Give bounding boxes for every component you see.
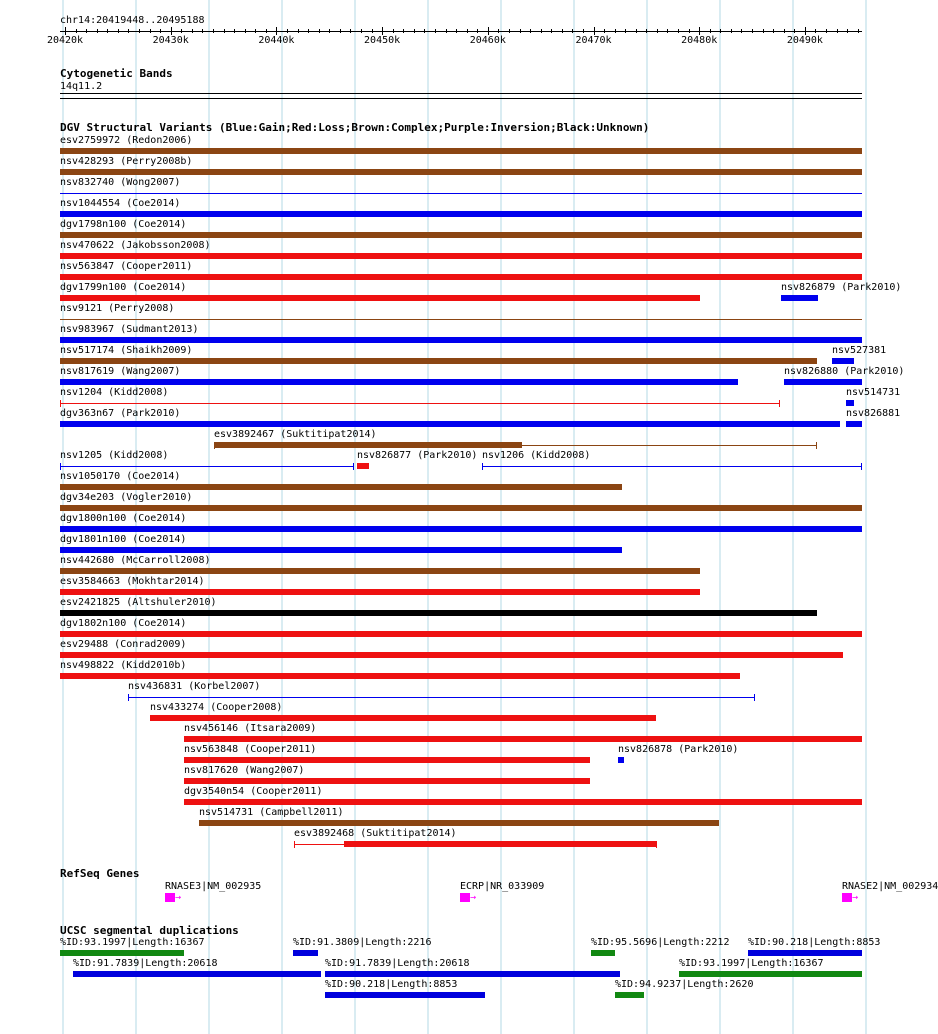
dgv-variant-label[interactable]: nsv826881 — [846, 408, 901, 419]
dgv-variant-line[interactable] — [60, 466, 354, 467]
ruler-minor-tick — [615, 29, 616, 33]
dgv-variant-label[interactable]: nsv456146 (Itsara2009) — [184, 723, 317, 734]
ruler-minor-tick — [86, 29, 87, 33]
dgv-variant-bar[interactable] — [60, 337, 862, 343]
dgv-variant-label[interactable]: esv2759972 (Redon2006) — [60, 135, 193, 146]
dgv-variant-bar[interactable] — [846, 421, 862, 427]
ruler-tick-label: 20450k — [364, 35, 401, 46]
ruler-minor-tick — [118, 29, 119, 33]
ruler-minor-tick — [150, 29, 151, 33]
dgv-variant-label[interactable]: esv29488 (Conrad2009) — [60, 639, 187, 650]
ruler-minor-tick — [192, 29, 193, 33]
ruler-major-tick — [171, 27, 172, 35]
refseq-gene-exon[interactable] — [460, 893, 470, 902]
dgv-variant-label[interactable]: dgv1801n100 (Coe2014) — [60, 534, 187, 545]
segdup-bar[interactable] — [325, 971, 620, 977]
dgv-variant-label[interactable]: nsv1204 (Kidd2008) — [60, 387, 169, 398]
ruler-tick-label: 20470k — [575, 35, 612, 46]
ruler-minor-tick — [646, 29, 647, 33]
dgv-variant-label[interactable]: dgv1802n100 (Coe2014) — [60, 618, 187, 629]
ruler-minor-tick — [107, 29, 108, 33]
ruler-major-tick — [382, 27, 383, 35]
dgv-variant-label[interactable]: nsv1206 (Kidd2008) — [482, 450, 591, 461]
ruler-minor-tick — [826, 29, 827, 33]
dgv-variant-bar[interactable] — [846, 400, 854, 406]
dgv-variant-bar[interactable] — [60, 652, 843, 658]
dgv-variant-label[interactable]: nsv498822 (Kidd2010b) — [60, 660, 187, 671]
dgv-variant-line[interactable] — [60, 403, 780, 404]
ruler-minor-tick — [815, 29, 816, 33]
dgv-variant-label[interactable]: esv2421825 (Altshuler2010) — [60, 597, 217, 608]
dgv-variant-label[interactable]: dgv3540n54 (Cooper2011) — [184, 786, 323, 797]
ruler-major-tick — [276, 27, 277, 35]
ruler-minor-tick — [403, 29, 404, 33]
dgv-variant-label[interactable]: nsv517174 (Shaikh2009) — [60, 345, 193, 356]
dgv-variant-label[interactable]: nsv1050170 (Coe2014) — [60, 471, 181, 482]
ruler-minor-tick — [583, 29, 584, 33]
ruler-minor-tick — [847, 29, 848, 33]
refseq-gene-exon[interactable] — [842, 893, 852, 902]
ruler-minor-tick — [181, 29, 182, 33]
dgv-variant-bar[interactable] — [60, 148, 862, 154]
refseq-gene-arrow-icon: → — [852, 892, 859, 903]
dgv-variant-end — [60, 463, 61, 470]
ruler-minor-tick — [604, 29, 605, 33]
dgv-variant-bar[interactable] — [199, 820, 719, 826]
ruler-tick-label: 20440k — [258, 35, 295, 46]
dgv-variant-bar[interactable] — [60, 610, 817, 616]
ruler-minor-tick — [657, 29, 658, 33]
ruler-minor-tick — [572, 29, 573, 33]
dgv-variant-label[interactable]: dgv1799n100 (Coe2014) — [60, 282, 187, 293]
dgv-variant-label[interactable]: nsv817619 (Wang2007) — [60, 366, 181, 377]
ruler-minor-tick — [509, 29, 510, 33]
ruler-minor-tick — [784, 29, 785, 33]
segdup-bar[interactable] — [679, 971, 862, 977]
dgv-variant-label[interactable]: esv3892467 (Suktitipat2014) — [214, 429, 377, 440]
segdup-label[interactable]: %ID:91.3809|Length:2216 — [293, 937, 432, 948]
segdup-label[interactable]: %ID:91.7839|Length:20618 — [325, 958, 470, 969]
ruler-minor-tick — [794, 29, 795, 33]
ruler-minor-tick — [340, 29, 341, 33]
dgv-variant-label[interactable]: nsv983967 (Sudmant2013) — [60, 324, 199, 335]
ruler-major-tick — [805, 27, 806, 35]
dgv-variant-end — [754, 694, 755, 701]
ruler-minor-tick — [350, 29, 351, 33]
refseq-gene-exon[interactable] — [165, 893, 175, 902]
refseq-gene-arrow-icon: → — [175, 892, 182, 903]
ruler-minor-tick — [731, 29, 732, 33]
dgv-variant-bar[interactable] — [60, 547, 622, 553]
ruler-tick-label: 20430k — [152, 35, 189, 46]
segdup-label[interactable]: %ID:91.7839|Length:20618 — [73, 958, 218, 969]
dgv-variant-bar[interactable] — [60, 505, 862, 511]
dgv-variant-label[interactable]: nsv470622 (Jakobsson2008) — [60, 240, 211, 251]
ruler-minor-tick — [128, 29, 129, 33]
dgv-variant-bar[interactable] — [60, 379, 738, 385]
dgv-variant-label[interactable]: nsv826879 (Park2010) — [781, 282, 902, 293]
ruler-minor-tick — [361, 29, 362, 33]
ruler-minor-tick — [234, 29, 235, 33]
dgv-variant-end — [353, 463, 354, 470]
ruler-minor-tick — [245, 29, 246, 33]
region-label: chr14:20419448..20495188 — [60, 15, 205, 26]
dgv-variant-bar[interactable] — [60, 568, 700, 574]
dgv-variant-label[interactable]: nsv514731 (Campbell2011) — [199, 807, 344, 818]
ruler-minor-tick — [213, 29, 214, 33]
dgv-variant-label[interactable]: nsv514731 — [846, 387, 901, 398]
dgv-variant-bar[interactable] — [344, 841, 657, 847]
ruler-major-tick — [488, 27, 489, 35]
dgv-variant-bar[interactable] — [60, 295, 700, 301]
ruler-minor-tick — [319, 29, 320, 33]
dgv-variant-end — [482, 463, 483, 470]
dgv-variant-label[interactable]: nsv1205 (Kidd2008) — [60, 450, 169, 461]
dgv-variant-label[interactable]: nsv817620 (Wang2007) — [184, 765, 305, 776]
ruler-major-tick — [594, 27, 595, 35]
dgv-variant-end — [779, 400, 780, 407]
dgv-variant-label[interactable]: dgv1798n100 (Coe2014) — [60, 219, 187, 230]
dgv-variant-label[interactable]: dgv1800n100 (Coe2014) — [60, 513, 187, 524]
ruler-minor-tick — [530, 29, 531, 33]
ruler-minor-tick — [720, 29, 721, 33]
segdup-bar[interactable] — [293, 950, 318, 956]
segdup-label[interactable]: %ID:90.218|Length:8853 — [748, 937, 881, 948]
ruler-minor-tick — [689, 29, 690, 33]
dgv-variant-label[interactable]: nsv826880 (Park2010) — [784, 366, 905, 377]
ruler-minor-tick — [710, 29, 711, 33]
dgv-variant-bar[interactable] — [150, 715, 656, 721]
dgv-variant-end — [294, 841, 295, 848]
dgv-variant-label[interactable]: nsv1044554 (Coe2014) — [60, 198, 181, 209]
dgv-variant-label[interactable]: nsv436831 (Korbel2007) — [128, 681, 261, 692]
ruler-minor-tick — [160, 29, 161, 33]
ruler-minor-tick — [255, 29, 256, 33]
segdup-label[interactable]: %ID:94.9237|Length:2620 — [615, 979, 754, 990]
ruler-minor-tick — [625, 29, 626, 33]
dgv-variant-bar[interactable] — [184, 736, 862, 742]
dgv-variant-line[interactable] — [128, 697, 755, 698]
dgv-variant-label[interactable]: nsv826878 (Park2010) — [618, 744, 739, 755]
dgv-variant-line[interactable] — [60, 193, 862, 194]
ruler-minor-tick — [424, 29, 425, 33]
ruler-minor-tick — [773, 29, 774, 33]
ruler-minor-tick — [667, 29, 668, 33]
segdup-bar[interactable] — [325, 992, 485, 998]
dgv-variant-label[interactable]: nsv527381 — [832, 345, 887, 356]
dgv-variant-label[interactable]: nsv9121 (Perry2008) — [60, 303, 175, 314]
refseq-gene-label[interactable]: RNASE3|NM_002935 — [165, 881, 262, 892]
ruler-minor-tick — [837, 29, 838, 33]
segdup-bar[interactable] — [748, 950, 862, 956]
ruler-minor-tick — [97, 29, 98, 33]
ruler-minor-tick — [477, 29, 478, 33]
dgv-variant-bar[interactable] — [60, 673, 740, 679]
ruler-tick-label: 20480k — [681, 35, 718, 46]
dgv-variant-bar[interactable] — [60, 484, 622, 490]
dgv-variant-label[interactable]: dgv363n67 (Park2010) — [60, 408, 181, 419]
dgv-variant-bar[interactable] — [60, 526, 862, 532]
ruler-minor-tick — [76, 29, 77, 33]
dgv-variant-end — [816, 442, 817, 449]
ruler-minor-tick — [498, 29, 499, 33]
ruler-minor-tick — [414, 29, 415, 33]
ruler-minor-tick — [308, 29, 309, 33]
ruler-minor-tick — [467, 29, 468, 33]
cytoband-bar[interactable] — [60, 93, 862, 99]
dgv-variant-bar[interactable] — [781, 295, 818, 301]
dgv-variant-bar[interactable] — [784, 379, 862, 385]
ruler-minor-tick — [562, 29, 563, 33]
dgv-variant-label[interactable]: nsv442680 (McCarroll2008) — [60, 555, 211, 566]
dgv-variant-end — [128, 694, 129, 701]
ruler-minor-tick — [763, 29, 764, 33]
ruler-minor-tick — [372, 29, 373, 33]
ruler-major-tick — [699, 27, 700, 35]
dgv-variant-label[interactable]: nsv826877 (Park2010) — [357, 450, 478, 461]
cytobands-title: Cytogenetic Bands — [60, 67, 173, 80]
ruler-minor-tick — [678, 29, 679, 33]
ruler-tick-label: 20490k — [786, 35, 823, 46]
ruler-minor-tick — [752, 29, 753, 33]
segdup-label[interactable]: %ID:93.1997|Length:16367 — [60, 937, 205, 948]
dgv-variant-bar[interactable] — [184, 799, 862, 805]
dgv-variant-line[interactable] — [482, 466, 862, 467]
segdup-bar[interactable] — [591, 950, 615, 956]
dgv-variant-bar[interactable] — [60, 211, 862, 217]
dgv-variant-bar[interactable] — [60, 421, 840, 427]
dgv-variant-bar[interactable] — [357, 463, 369, 469]
ruler-minor-tick — [636, 29, 637, 33]
dgv-variant-bar[interactable] — [184, 757, 590, 763]
segdup-label[interactable]: %ID:90.218|Length:8853 — [325, 979, 458, 990]
dgv-variant-label[interactable]: esv3892468 (Suktitipat2014) — [294, 828, 457, 839]
refseq-gene-arrow-icon: → — [470, 892, 477, 903]
dgv-variant-label[interactable]: nsv832740 (Wong2007) — [60, 177, 181, 188]
ruler-minor-tick — [139, 29, 140, 33]
dgv-variant-bar[interactable] — [184, 778, 590, 784]
dgv-track-title: DGV Structural Variants (Blue:Gain;Red:Loss;Brown:Complex;Purple:Inversion;Black:Unknown) — [60, 121, 650, 134]
ruler-minor-tick — [202, 29, 203, 33]
ruler-minor-tick — [435, 29, 436, 33]
dgv-variant-bar[interactable] — [60, 253, 862, 259]
dgv-variant-end — [861, 463, 862, 470]
ruler-tick-label: 20420k — [46, 35, 84, 46]
dgv-variant-bar[interactable] — [60, 631, 862, 637]
dgv-variant-label[interactable]: esv3584663 (Mokhtar2014) — [60, 576, 205, 587]
ruler-minor-tick — [551, 29, 552, 33]
dgv-variant-label[interactable]: nsv433274 (Cooper2008) — [150, 702, 283, 713]
ruler-minor-tick — [329, 29, 330, 33]
dgv-variant-bar[interactable] — [60, 274, 862, 280]
dgv-variant-bar[interactable] — [60, 589, 700, 595]
ruler-minor-tick — [541, 29, 542, 33]
segdup-label[interactable]: %ID:93.1997|Length:16367 — [679, 958, 824, 969]
dgv-variant-label[interactable]: dgv34e203 (Vogler2010) — [60, 492, 193, 503]
ruler-minor-tick — [520, 29, 521, 33]
ruler-minor-tick — [224, 29, 225, 33]
refseq-gene-label[interactable]: ECRP|NR_033909 — [460, 881, 545, 892]
ruler-minor-tick — [298, 29, 299, 33]
dgv-variant-bar[interactable] — [214, 442, 522, 448]
ruler-minor-tick — [456, 29, 457, 33]
segdup-bar[interactable] — [73, 971, 321, 977]
segdup-label[interactable]: %ID:95.5696|Length:2212 — [591, 937, 730, 948]
dgv-variant-end — [60, 400, 61, 407]
ruler-minor-tick — [287, 29, 288, 33]
ruler-minor-tick — [858, 29, 859, 33]
refseq-gene-label[interactable]: RNASE2|NM_002934 — [842, 881, 938, 892]
cytoband-label: 14q11.2 — [60, 81, 103, 92]
ruler-major-tick — [65, 27, 66, 35]
dgv-variant-bar[interactable] — [60, 232, 862, 238]
dgv-variant-label[interactable]: nsv563847 (Cooper2011) — [60, 261, 193, 272]
dgv-variant-bar[interactable] — [60, 358, 817, 364]
dgv-variant-bar[interactable] — [618, 757, 624, 763]
ruler-minor-tick — [741, 29, 742, 33]
ruler-tick-label: 20460k — [469, 35, 506, 46]
ruler-minor-tick — [393, 29, 394, 33]
dgv-variant-label[interactable]: nsv428293 (Perry2008b) — [60, 156, 193, 167]
segdup-track-title: UCSC segmental duplications — [60, 924, 239, 937]
dgv-variant-label[interactable]: nsv563848 (Cooper2011) — [184, 744, 317, 755]
dgv-variant-bar[interactable] — [832, 358, 854, 364]
ruler-minor-tick — [446, 29, 447, 33]
segdup-bar[interactable] — [60, 950, 184, 956]
dgv-variant-line[interactable] — [60, 319, 862, 320]
segdup-bar[interactable] — [615, 992, 644, 998]
dgv-variant-bar[interactable] — [60, 169, 862, 175]
refseq-track-title: RefSeq Genes — [60, 867, 140, 880]
ruler-minor-tick — [266, 29, 267, 33]
